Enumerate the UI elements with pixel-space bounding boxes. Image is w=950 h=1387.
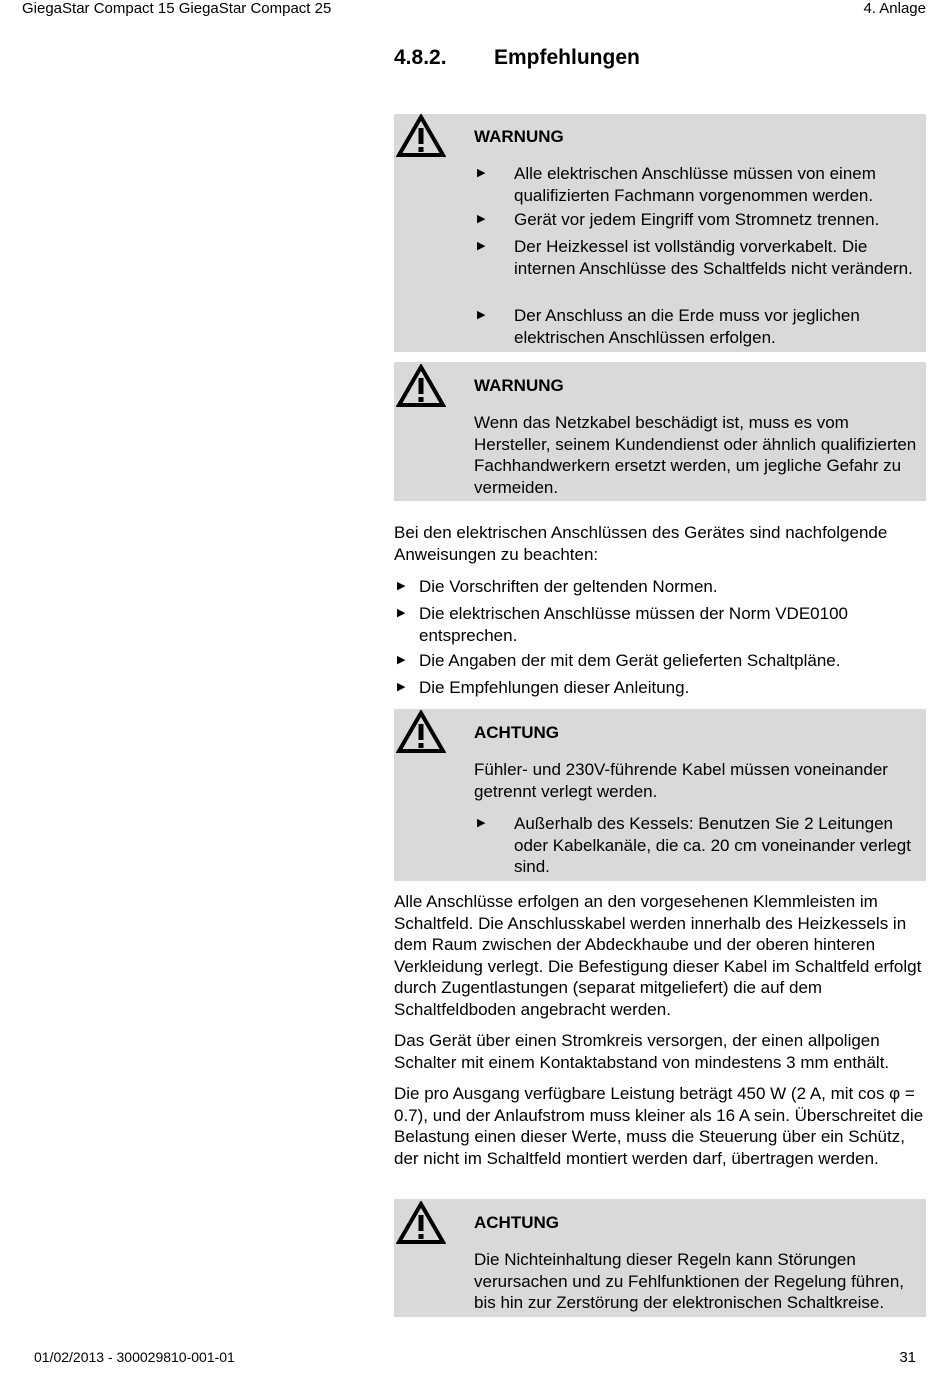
bullet-arrow-icon: ▶ [477, 167, 486, 179]
list-item [474, 209, 924, 231]
page-number: 31 [899, 1349, 916, 1366]
warning-text: Wenn das Netzkabel beschädigt ist, muss es vom Hersteller, seinem Kundendienst oder ähnlich qualifizierten Fachhandwerkern ersetzt werden, um jegliche Gefahr zu vermeiden. [474, 413, 917, 497]
warning-triangle-icon [396, 1201, 446, 1245]
bullet-arrow-icon: ▶ [397, 607, 406, 619]
section-title: Empfehlungen [494, 46, 640, 69]
caution-text: Fühler- und 230V-führende Kabel müssen voneinander getrennt verlegt werden. [474, 760, 888, 801]
bullet-arrow-icon: ▶ [477, 817, 486, 829]
list-item [474, 305, 924, 348]
caution-box-2 [394, 1199, 926, 1317]
footer-doc-id: 01/02/2013 - 300029810-001-01 [34, 1349, 235, 1365]
list-item-text: Die Vorschriften der geltenden Normen. [419, 577, 718, 596]
caution-text: Die Nichteinhaltung dieser Regeln kann Störungen verursachen und zu Fehlfunktionen der Regelung führen, bis hin zur Zerstörung der elektronischen Schaltkreise. [474, 1250, 905, 1312]
warning-label: WARNUNG [474, 376, 564, 395]
intro-paragraph: Bei den elektrischen Anschlüssen des Gerätes sind nachfolgende Anweisungen zu beachten: [394, 523, 888, 564]
warning-label: WARNUNG [474, 127, 564, 146]
list-item [394, 650, 926, 672]
warning-triangle-icon [396, 364, 446, 408]
warning-box-1 [394, 114, 926, 352]
paragraph: Das Gerät über einen Stromkreis versorgen, der einen allpoligen Schalter mit einem Kontaktabstand von mindestens 3 mm enthält. [394, 1031, 890, 1072]
warning-triangle-icon [396, 710, 446, 754]
list-item-text: Der Anschluss an die Erde muss vor jeglichen elektrischen Anschlüssen erfolgen. [514, 306, 860, 347]
header-title: GiegaStar Compact 15 GiegaStar Compact 25 [22, 0, 332, 17]
bullet-arrow-icon: ▶ [397, 580, 406, 592]
list-item [474, 163, 924, 206]
paragraph: Die pro Ausgang verfügbare Leistung beträgt 450 W (2 A, mit cos φ = 0.7), und der Anlaufstrom muss kleiner als 16 A sein. Überschreitet die Belastung einen dieser Werte, muss die Steuerung über ein Schütz, der nicht im Schaltfeld montiert werden darf, übertragen werden. [394, 1084, 924, 1168]
paragraph: Alle Anschlüsse erfolgen an den vorgesehenen Klemmleisten im Schaltfeld. Die Anschlusskabel werden innerhalb des Heizkessels in dem Raum zwischen der Abdeckhaube und der oberen hinteren Verkleidung verlegt. Die Befestigung dieser Kabel im Schaltfeld erfolgt durch Zugentlastungen (separat mitgeliefert) die auf dem Schaltfeldboden angebracht werden. [394, 892, 922, 1019]
bullet-arrow-icon: ▶ [477, 213, 486, 225]
section-number: 4.8.2. [394, 46, 447, 69]
list-item-text: Die Empfehlungen dieser Anleitung. [419, 678, 690, 697]
header-chapter: 4. Anlage [863, 0, 926, 17]
list-item [474, 236, 924, 301]
list-item-text: Alle elektrischen Anschlüsse müssen von einem qualifizierten Fachmann vorgenommen werden. [514, 164, 876, 205]
list-item [394, 603, 926, 646]
bullet-arrow-icon: ▶ [397, 681, 406, 693]
list-item [394, 677, 926, 699]
warning-triangle-icon [396, 114, 446, 158]
list-item-text: Außerhalb des Kessels: Benutzen Sie 2 Leitungen oder Kabelkanäle, die ca. 20 cm voneinander verlegt sind. [514, 814, 911, 876]
warning-box-2 [394, 362, 926, 501]
list-item-text: Die elektrischen Anschlüsse müssen der Norm VDE0100 entsprechen. [419, 604, 848, 645]
list-item-text: Die Angaben der mit dem Gerät gelieferten Schaltpläne. [419, 651, 841, 670]
bullet-arrow-icon: ▶ [477, 309, 486, 321]
bullet-arrow-icon: ▶ [397, 654, 406, 666]
caution-box-1 [394, 709, 926, 881]
caution-label: ACHTUNG [474, 1213, 559, 1232]
list-item-text: Gerät vor jedem Eingriff vom Stromnetz trennen. [514, 210, 880, 229]
caution-label: ACHTUNG [474, 723, 559, 742]
bullet-arrow-icon: ▶ [477, 240, 486, 252]
list-item-text: Der Heizkessel ist vollständig vorverkabelt. Die internen Anschlüsse des Schaltfelds nicht verändern. [514, 237, 913, 278]
list-item [394, 576, 926, 598]
list-item [474, 813, 924, 878]
